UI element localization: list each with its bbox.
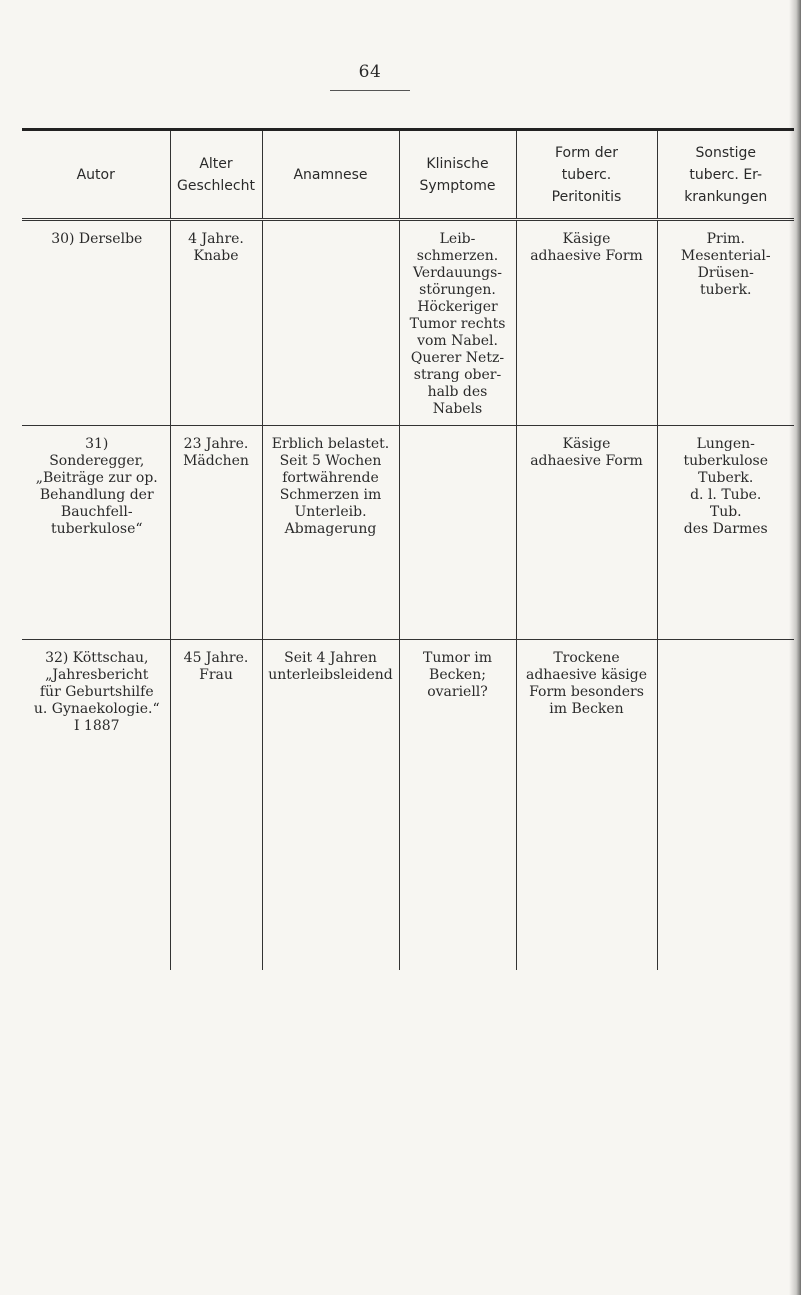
cell-line: Becken;: [429, 667, 486, 683]
cell-line: Käsige: [562, 231, 611, 247]
cell-alter-geschlecht: [170, 640, 262, 970]
header-line: Anamnese: [293, 166, 368, 183]
cell-line: für Geburtshilfe: [39, 684, 154, 700]
cell-line: I 1887: [73, 718, 120, 734]
cell-line: Käsige: [562, 436, 611, 452]
table-row: [22, 220, 794, 426]
cell-line: d. l. Tube.: [690, 487, 762, 503]
header-line: Autor: [76, 166, 115, 183]
header-klinische-symptome: [399, 130, 516, 220]
cell-line: Nabels: [432, 401, 483, 417]
cell-line: Lungen-: [696, 436, 755, 452]
table-row: [22, 426, 794, 640]
cell-line: Erblich belastet.: [271, 436, 390, 452]
cell-line: 30) Derselbe: [51, 231, 143, 247]
header-form-peritonitis: [516, 130, 657, 220]
header-anamnese: [262, 130, 399, 220]
header-autor: [22, 130, 170, 220]
cell-klinische-symptome: [399, 426, 516, 640]
cell-line: ovariell?: [427, 684, 488, 700]
cell-line: u. Gynaekologie.“: [33, 701, 160, 717]
cell-line: Abmagerung: [284, 521, 377, 537]
cell-sonstige-erkrankungen: [657, 220, 794, 426]
cell-line: des Darmes: [683, 521, 768, 537]
cell-autor: [22, 640, 170, 970]
cell-autor: [22, 220, 170, 426]
cell-form-peritonitis: [516, 640, 657, 970]
cell-line: schmerzen.: [416, 248, 499, 264]
cell-line: Tumor rechts: [409, 316, 506, 332]
cell-line: 23 Jahre.: [183, 436, 249, 452]
cell-line: Verdauungs-: [412, 265, 503, 281]
cell-klinische-symptome: [399, 220, 516, 426]
cell-line: strang ober-: [413, 367, 502, 383]
cell-line: Bauchfell-: [60, 504, 133, 520]
cell-line: Unterleib.: [294, 504, 367, 520]
header-line: Sonstige: [695, 144, 756, 161]
cell-line: Leib-: [439, 231, 476, 247]
cell-line: Tumor im: [423, 650, 492, 666]
cell-line: 31): [85, 436, 109, 452]
cell-klinische-symptome: [399, 640, 516, 970]
header-alter-geschlecht: [170, 130, 262, 220]
cell-line: unterleibsleidend: [268, 667, 393, 683]
cell-line: Seit 5 Wochen: [279, 453, 382, 469]
cell-line: im Becken: [549, 701, 624, 717]
cell-line: „Beiträge zur op.: [35, 470, 158, 486]
table-body: [22, 220, 794, 970]
cell-form-peritonitis: [516, 220, 657, 426]
cell-line: halb des: [427, 384, 488, 400]
cell-line: Behandlung der: [39, 487, 154, 503]
cell-sonstige-erkrankungen: [657, 640, 794, 970]
case-table-container: [22, 128, 794, 970]
cell-line: Trockene: [553, 650, 620, 666]
header-line: tuberc.: [561, 166, 612, 183]
header-line: Form der: [555, 144, 618, 161]
cell-line: Drüsen-: [697, 265, 754, 281]
header-line: Symptome: [419, 177, 496, 194]
cell-alter-geschlecht: [170, 220, 262, 426]
header-sonstige-erkrankungen: [657, 130, 794, 220]
cell-line: fortwährende: [282, 470, 379, 486]
cell-line: Tub.: [709, 504, 742, 520]
cell-anamnese: [262, 640, 399, 970]
cell-line: Frau: [199, 667, 233, 683]
cell-line: adhaesive Form: [530, 248, 643, 264]
cell-anamnese: [262, 426, 399, 640]
cell-line: „Jahresbericht: [45, 667, 149, 683]
cell-line: Knabe: [193, 248, 239, 264]
header-row: [22, 130, 794, 220]
cell-line: Seit 4 Jahren: [284, 650, 377, 666]
header-line: krankungen: [684, 188, 768, 205]
cell-line: Mädchen: [183, 453, 249, 469]
cell-anamnese: [262, 220, 399, 426]
cell-line: Höckeriger: [417, 299, 498, 315]
cell-line: tuberk.: [699, 282, 752, 298]
cell-line: tuberkulose: [683, 453, 768, 469]
cell-line: Querer Netz-: [410, 350, 505, 366]
cell-line: Mesenterial-: [680, 248, 771, 264]
cell-line: 32) Köttschau,: [45, 650, 149, 666]
cell-line: Form besonders: [529, 684, 644, 700]
cell-autor: [22, 426, 170, 640]
header-line: Geschlecht: [177, 177, 255, 194]
cell-line: störungen.: [419, 282, 496, 298]
cell-line: Prim.: [706, 231, 745, 247]
cell-sonstige-erkrankungen: [657, 426, 794, 640]
cell-line: Tuberk.: [698, 470, 754, 486]
cell-line: 45 Jahre.: [183, 650, 249, 666]
cell-form-peritonitis: [516, 426, 657, 640]
cell-line: Schmerzen im: [279, 487, 382, 503]
case-table: [22, 128, 794, 970]
header-line: Klinische: [426, 155, 489, 172]
header-line: Alter: [199, 155, 233, 172]
cell-line: tuberkulose“: [50, 521, 143, 537]
table-header: [22, 130, 794, 220]
cell-line: adhaesive Form: [530, 453, 643, 469]
cell-line: Sonderegger,: [49, 453, 145, 469]
cell-line: vom Nabel.: [417, 333, 498, 349]
page-edge-shadow: [789, 0, 801, 1295]
table-row: [22, 640, 794, 970]
cell-line: 4 Jahre.: [188, 231, 244, 247]
header-line: Peritonitis: [551, 188, 622, 205]
page-number-rule: [330, 90, 410, 91]
cell-line: adhaesive käsige: [525, 667, 647, 683]
page-number: 64: [358, 62, 382, 82]
header-line: tuberc. Er-: [689, 166, 763, 183]
cell-alter-geschlecht: [170, 426, 262, 640]
